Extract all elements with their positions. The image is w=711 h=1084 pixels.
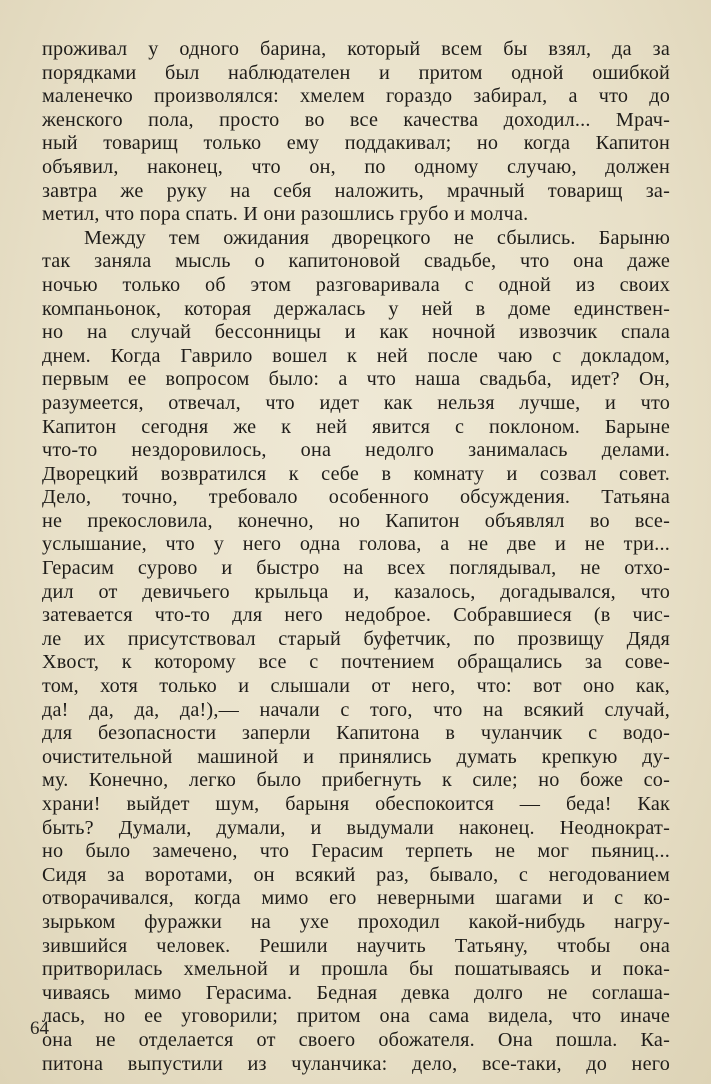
text-line: зырьком фуражки на ухе проходил какой-нибудь нагру- bbox=[42, 910, 670, 933]
text-line: Дворецкий возвратился к себе в комнату и созвал совет. bbox=[42, 462, 670, 485]
text-line: дил от девичьего крыльца и, казалось, догадывался, что bbox=[42, 580, 670, 603]
page-number: 64 bbox=[30, 1018, 49, 1039]
text-line: услышание, что у него одна голова, а не две и не три... bbox=[42, 533, 670, 556]
text-line: завтра же руку на себя наложить, мрачный товарищ за- bbox=[42, 179, 670, 202]
text-line: так заняла мысль о капитоновой свадьбе, что она даже bbox=[42, 250, 670, 273]
text-line: но на случай бессонницы и как ночной извозчик спала bbox=[42, 321, 670, 344]
text-line: она не отделается от своего обожателя. Она пошла. Ка- bbox=[42, 1028, 670, 1051]
text-line: да! да, да, да!),— начали с того, что на всякий случай, bbox=[42, 698, 670, 721]
text-line: объявил, наконец, что он, по одному случаю, должен bbox=[42, 155, 670, 178]
text-line: Сидя за воротами, он всякий раз, бывало, с негодованием bbox=[42, 863, 670, 886]
text-line: но было замечено, что Герасим терпеть не мог пьяниц... bbox=[42, 840, 670, 863]
text-line: женского пола, просто во все качества доходил... Мрач- bbox=[42, 108, 670, 131]
text-line: первым ее вопросом было: а что наша свадьба, идет? Он, bbox=[42, 368, 670, 391]
text-line: проживал у одного барина, который всем бы взял, да за bbox=[42, 38, 670, 60]
text-line: ле их присутствовал старый буфетчик, по прозвищу Дядя bbox=[42, 627, 670, 650]
text-line: отворачивался, когда мимо его неверными шагами и с ко- bbox=[42, 887, 670, 910]
text-line: днем. Когда Гаврило вошел к ней после чаю с докладом, bbox=[42, 344, 670, 367]
text-line: ночью только об этом разговаривала с одной из своих bbox=[42, 273, 670, 296]
paragraph-start-line: Между тем ожидания дворецкого не сбылись. Барыню bbox=[84, 226, 670, 249]
text-line: питона выпустили из чуланчика: дело, все-таки, до него bbox=[42, 1052, 670, 1075]
text-line: маленечко произволялся: хмелем гораздо забирал, а что до bbox=[42, 85, 670, 108]
text-line: не прекословила, конечно, но Капитон объявлял во все- bbox=[42, 509, 670, 532]
text-line: очистительной машиной и принялись думать крепкую ду- bbox=[42, 745, 670, 768]
text-line: храни! выйдет шум, барыня обеспокоится — беда! Как bbox=[42, 793, 670, 815]
text-line: Хвост, к которому все с почтением обращались за сове- bbox=[42, 651, 670, 674]
text-line: му. Конечно, легко было прибегнуть к силе; но боже со- bbox=[42, 769, 670, 792]
text-line: порядками был наблюдателен и притом одной ошибкой bbox=[42, 61, 670, 84]
text-line: том, хотя только и слышали от него, что: вот оно как, bbox=[42, 675, 670, 698]
text-line: лась, но ее уговорили; притом она сама видела, что иначе bbox=[42, 1005, 670, 1028]
text-line: затевается что-то для него недоброе. Собравшиеся (в чис- bbox=[42, 604, 670, 627]
text-line: ный товарищ только ему поддакивал; но когда Капитон bbox=[42, 132, 670, 155]
text-line: притворилась хмельной и прошла бы пошатываясь и пока- bbox=[42, 958, 670, 981]
body-text bbox=[42, 38, 670, 1076]
text-line: Герасим сурово и быстро на всех поглядывал, не отхо- bbox=[42, 557, 670, 580]
text-line: что-то нездоровилось, она недолго занималась делами. bbox=[42, 439, 670, 462]
text-line: быть? Думали, думали, и выдумали наконец. Неоднократ- bbox=[42, 816, 670, 839]
text-line: чиваясь мимо Герасима. Бедная девка долго не соглаша- bbox=[42, 981, 670, 1004]
text-line: для безопасности заперли Капитона в чуланчик с водо- bbox=[42, 722, 670, 745]
text-line: Дело, точно, требовало особенного обсуждения. Татьяна bbox=[42, 486, 670, 509]
text-line: метил, что пора спать. И они разошлись грубо и молча. bbox=[42, 203, 529, 226]
text-line: компаньонок, которая держалась у ней в доме единствен- bbox=[42, 297, 670, 320]
text-line: разумеется, отвечал, что идет как нельзя лучше, и что bbox=[42, 391, 670, 414]
text-line: зившийся человек. Решили научить Татьяну, чтобы она bbox=[42, 934, 670, 957]
text-line: Капитон сегодня же к ней явится с поклоном. Барыне bbox=[42, 415, 670, 438]
